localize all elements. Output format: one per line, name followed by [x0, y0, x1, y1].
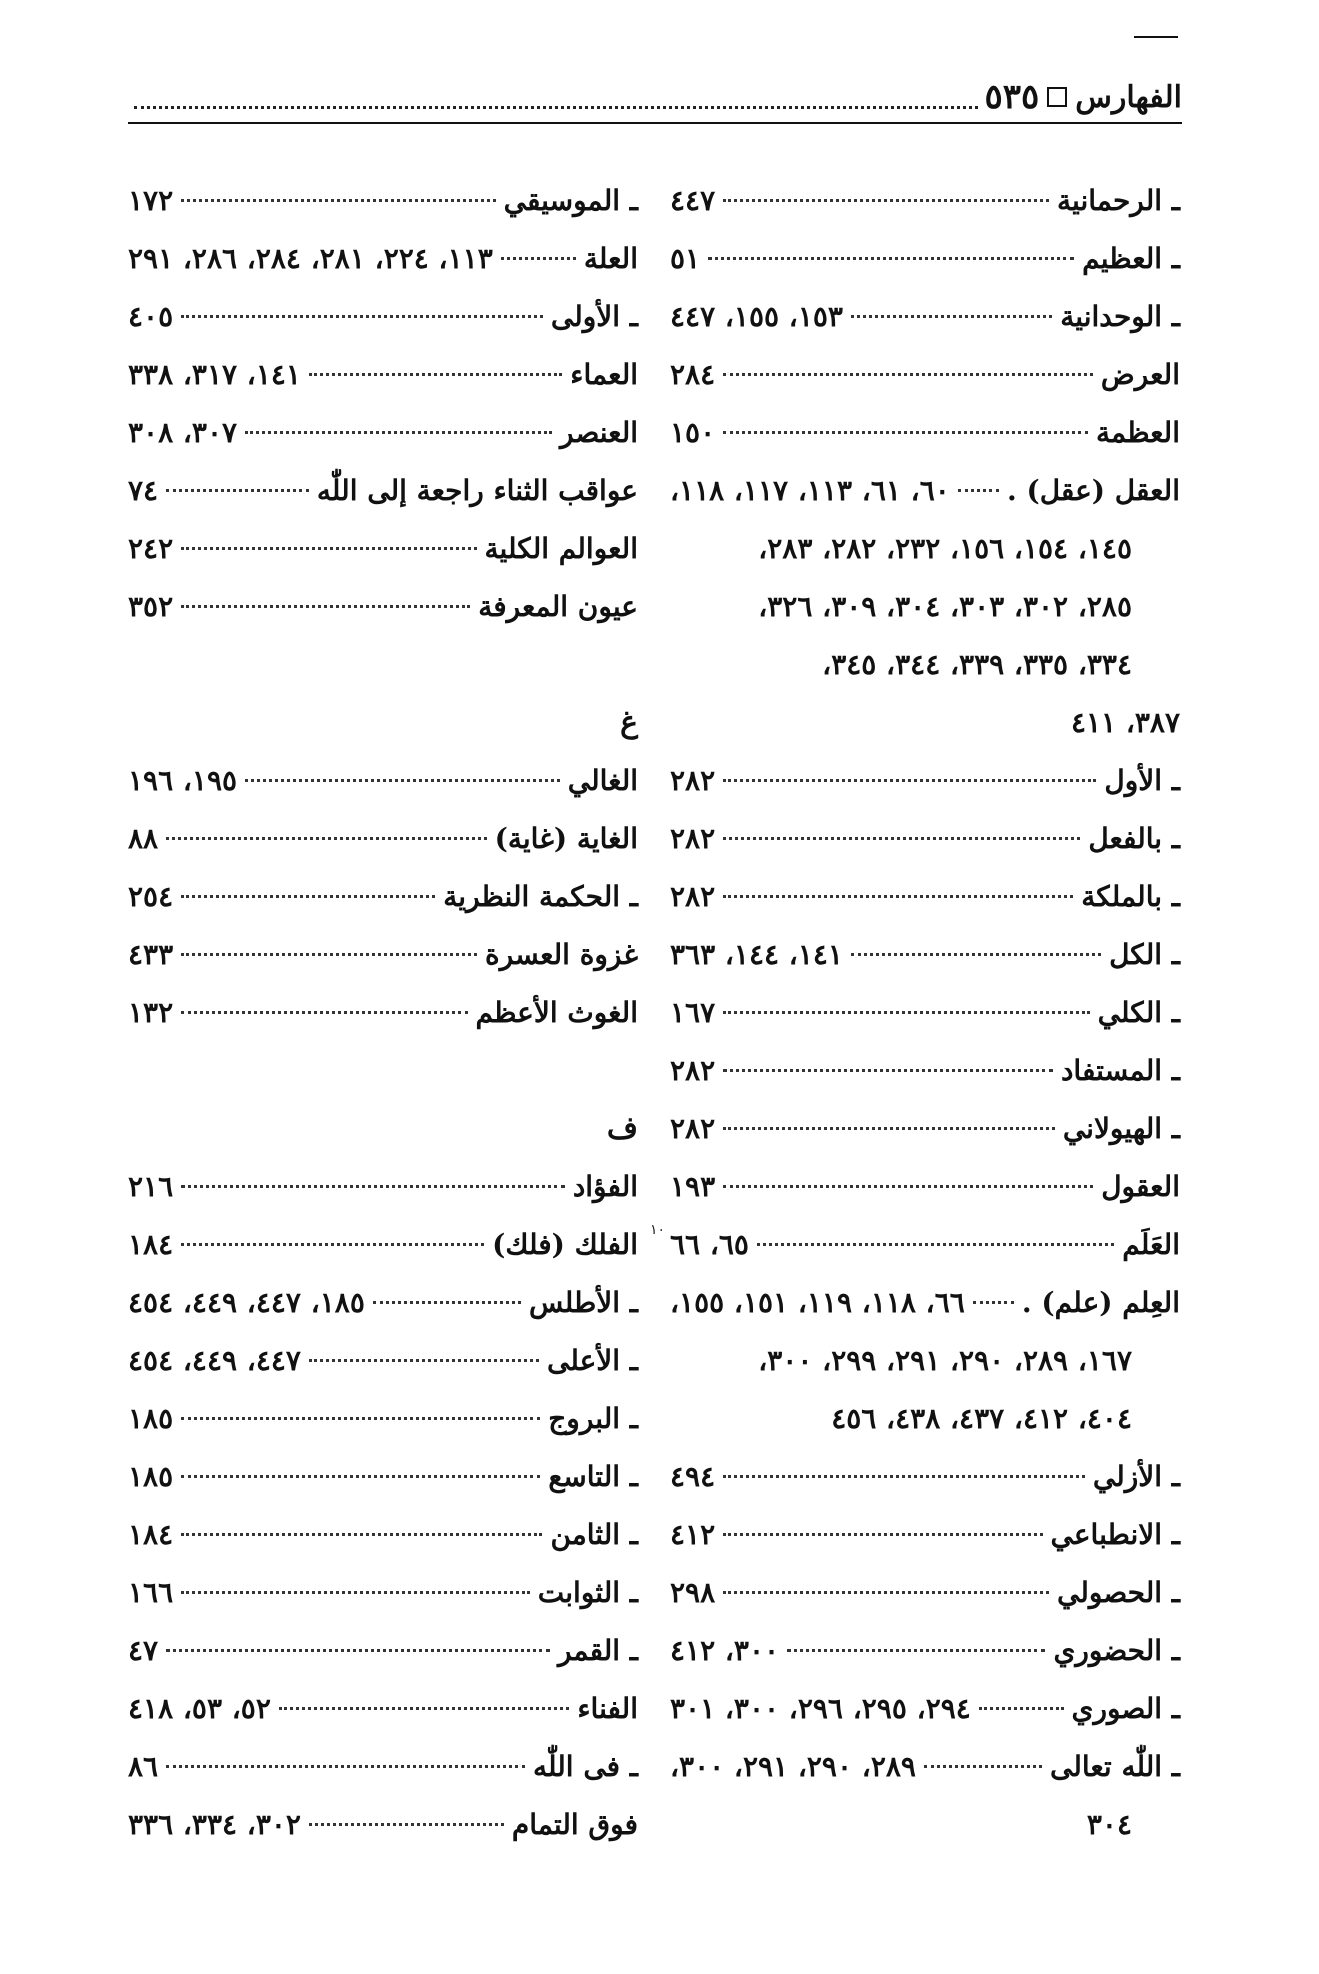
page-references: ٢٨٢ — [670, 1054, 716, 1087]
index-term: العوالم الكلية — [484, 532, 638, 565]
index-term: ـ الأولى — [550, 300, 638, 333]
dot-leader — [166, 1765, 525, 1768]
page-references: ٢٨٩، ٢٩٠، ٢٩١، ٣٠٠، — [670, 1750, 916, 1783]
index-entry — [128, 926, 638, 984]
page-number: ٥٣٥ — [984, 77, 1040, 117]
index-term: ـ الرحمانية — [1057, 184, 1180, 217]
index-entry — [128, 520, 638, 578]
page-references: ٤٠٥ — [128, 300, 174, 333]
index-term: ـ المستفاد — [1060, 1054, 1180, 1087]
dot-leader — [851, 315, 1052, 318]
dot-leader — [181, 1591, 530, 1594]
dot-leader — [723, 1069, 1053, 1072]
dot-leader — [181, 1185, 565, 1188]
index-term: العظمة — [1096, 416, 1180, 449]
index-entry — [128, 868, 638, 926]
index-entry — [670, 346, 1180, 404]
page-references: ٧٤ — [128, 474, 159, 507]
index-entry — [128, 1158, 638, 1216]
page-references: ٢٨٢ — [670, 822, 716, 855]
running-header — [128, 72, 1182, 124]
index-entry — [128, 1738, 638, 1796]
dot-leader — [309, 1359, 539, 1362]
index-entry — [128, 810, 638, 868]
page-references: ٦٦، ١١٨، ١١٩، ١٥١، ١٥٥، — [670, 1286, 965, 1319]
index-entry — [128, 346, 638, 404]
page-references: ١٩٣ — [670, 1170, 716, 1203]
page-references: ٥١ — [670, 242, 701, 275]
index-term: ـ الوحدانية — [1060, 300, 1180, 333]
dot-leader — [723, 1127, 1055, 1130]
index-term: ـ الأطلس — [529, 1286, 638, 1319]
line-number-marker: ١٠ — [650, 1222, 666, 1238]
index-entry — [670, 462, 1180, 520]
page-references: ٢٤٢ — [128, 532, 174, 565]
page-references: ١٧٢ — [128, 184, 174, 217]
dot-leader — [181, 1243, 484, 1246]
index-term: العرض — [1100, 358, 1180, 391]
dot-leader — [979, 1707, 1064, 1710]
page-references: ٦٥، ٦٦ — [670, 1228, 749, 1261]
index-term: فوق التمام — [511, 1808, 638, 1841]
index-column-left — [128, 172, 638, 1854]
page-references-continued: ١٦٧، ٢٨٩، ٢٩٠، ٢٩١، ٢٩٩، ٣٠٠، — [758, 1344, 1132, 1377]
header-dot-leader — [134, 106, 978, 109]
index-term: ـ بالفعل — [1088, 822, 1180, 855]
index-entry — [670, 810, 1180, 868]
index-term: ـ الحكمة النظرية — [443, 880, 638, 913]
index-term: ـ الكلي — [1097, 996, 1180, 1029]
dot-leader — [245, 431, 552, 434]
index-term: العَلَم — [1122, 1228, 1180, 1261]
index-entry — [670, 752, 1180, 810]
dot-leader — [723, 373, 1093, 376]
page-references: ١٤١، ١٤٤، ٣٦٣ — [670, 938, 843, 971]
dot-leader — [723, 1591, 1049, 1594]
index-term: ـ الهيولاني — [1062, 1112, 1180, 1145]
page-references: ٨٨ — [128, 822, 159, 855]
dot-leader — [787, 1649, 1045, 1652]
page-references: ١٨٤ — [128, 1518, 174, 1551]
index-entry — [128, 172, 638, 230]
page-references: ٣٠٢، ٣٣٤، ٣٣٦ — [128, 1808, 301, 1841]
index-term: الغالي — [567, 764, 638, 797]
dot-leader — [723, 1185, 1093, 1188]
index-entry — [670, 1738, 1180, 1796]
index-term: ـ الأعلى — [546, 1344, 638, 1377]
dot-leader — [181, 1011, 467, 1014]
page-references: ١٤١، ٣١٧، ٣٣٨ — [128, 358, 301, 391]
section-letter-heading: غ — [620, 705, 638, 740]
dot-leader — [181, 605, 470, 608]
page-references: ٦٠، ٦١، ١١٣، ١١٧، ١١٨، — [670, 474, 950, 507]
index-term: ـ اللّٰه تعالى — [1050, 1750, 1180, 1783]
index-term: الفلك (فلك) — [492, 1228, 638, 1261]
dot-leader — [166, 837, 487, 840]
index-term: الفؤاد — [572, 1170, 638, 1203]
index-entry — [670, 1564, 1180, 1622]
page-references: ١٦٧ — [670, 996, 716, 1029]
index-term: العقول — [1101, 1170, 1180, 1203]
dot-leader — [181, 895, 435, 898]
index-term: ـ العظيم — [1082, 242, 1180, 275]
section-title: الفهارس — [1075, 79, 1182, 115]
dot-leader — [958, 489, 999, 492]
index-entry — [128, 1622, 638, 1680]
index-entry — [128, 1390, 638, 1448]
index-term: العِلم (علم) . — [1021, 1286, 1180, 1319]
page-references-continued: ١٤٥، ١٥٤، ١٥٦، ٢٣٢، ٢٨٢، ٢٨٣، — [758, 532, 1132, 565]
page-references: ٤٣٣ — [128, 938, 174, 971]
index-entry — [670, 288, 1180, 346]
index-entry — [670, 404, 1180, 462]
page-references-continued: ٤٠٤، ٤١٢، ٤٣٧، ٤٣٨، ٤٥٦ — [831, 1402, 1132, 1435]
dot-leader — [723, 1011, 1090, 1014]
dot-leader — [723, 1533, 1042, 1536]
page-references: ١٨٥ — [128, 1460, 174, 1493]
dot-leader — [723, 431, 1088, 434]
index-entry — [670, 1274, 1180, 1332]
page-references: ١٨٥ — [128, 1402, 174, 1435]
index-term: ـ الصوري — [1071, 1692, 1180, 1725]
index-entry — [670, 984, 1180, 1042]
index-term: العقل (عقل) . — [1006, 474, 1180, 507]
dot-leader — [757, 1243, 1114, 1246]
dot-leader — [181, 315, 543, 318]
index-entry — [670, 1158, 1180, 1216]
index-entry — [128, 230, 638, 288]
dot-leader — [723, 895, 1073, 898]
page-references: ١٣٢ — [128, 996, 174, 1029]
index-term: عيون المعرفة — [478, 590, 638, 623]
index-term: العماء — [570, 358, 638, 391]
dot-leader — [181, 1475, 540, 1478]
page-references: ٤٩٤ — [670, 1460, 716, 1493]
dot-leader — [166, 1649, 550, 1652]
index-entry — [128, 1564, 638, 1622]
page-references: ١١٣، ٢٢٤، ٢٨١، ٢٨٤، ٢٨٦، ٢٩١ — [128, 242, 493, 275]
blank-line — [128, 636, 638, 694]
dot-leader — [708, 257, 1074, 260]
index-entry — [670, 1448, 1180, 1506]
page-references: ٢٥٤ — [128, 880, 174, 913]
index-entry — [128, 1216, 638, 1274]
index-entry — [670, 1042, 1180, 1100]
dot-leader — [973, 1301, 1014, 1304]
index-term: ـ القمر — [557, 1634, 638, 1667]
index-entry — [670, 926, 1180, 984]
top-rule-mark — [1134, 36, 1178, 38]
dot-leader — [501, 257, 576, 260]
page-references: ٤٧ — [128, 1634, 159, 1667]
blank-line — [128, 1042, 638, 1100]
page-references: ٢٩٤، ٢٩٥، ٢٩٦، ٣٠٠، ٣٠١ — [670, 1692, 971, 1725]
dot-leader — [723, 199, 1049, 202]
page-references: ٢٨٤ — [670, 358, 716, 391]
index-entry — [128, 1506, 638, 1564]
page-references: ١٨٥، ٤٤٧، ٤٤٩، ٤٥٤ — [128, 1286, 365, 1319]
page-references: ٤٤٧، ٤٤٩، ٤٥٤ — [128, 1344, 301, 1377]
index-entry — [128, 404, 638, 462]
page-references: ٥٢، ٥٣، ٤١٨ — [128, 1692, 271, 1725]
index-term: ـ بالملكة — [1081, 880, 1180, 913]
page-references: ١٥٠ — [670, 416, 716, 449]
dot-leader — [181, 953, 477, 956]
dot-leader — [166, 489, 309, 492]
index-term: ـ الأزلي — [1092, 1460, 1180, 1493]
index-entry — [670, 1680, 1180, 1738]
square-ornament-icon — [1047, 87, 1067, 107]
index-entry — [670, 1506, 1180, 1564]
dot-leader — [373, 1301, 521, 1304]
page-references: ٣٠٧، ٣٠٨ — [128, 416, 238, 449]
index-term: ـ البروج — [548, 1402, 638, 1435]
dot-leader — [851, 953, 1101, 956]
index-term: ـ التاسع — [548, 1460, 638, 1493]
page-references: ١٦٦ — [128, 1576, 174, 1609]
index-term: الغاية (غاية) — [494, 822, 638, 855]
index-term: ـ الموسيقي — [503, 184, 638, 217]
dot-leader — [181, 1533, 542, 1536]
index-term: ـ فى اللّٰه — [532, 1750, 638, 1783]
section-letter-heading: ف — [606, 1111, 638, 1146]
index-term: ـ الحصولي — [1057, 1576, 1180, 1609]
index-entry — [128, 462, 638, 520]
index-entry — [670, 1100, 1180, 1158]
dot-leader — [723, 837, 1080, 840]
index-entry — [128, 1274, 638, 1332]
index-entry — [670, 230, 1180, 288]
index-entry — [670, 1622, 1180, 1680]
dot-leader — [181, 1417, 540, 1420]
index-term: ـ الانطباعي — [1050, 1518, 1180, 1551]
index-entry — [128, 288, 638, 346]
index-entry — [128, 1680, 638, 1738]
dot-leader — [723, 1475, 1085, 1478]
index-term: العنصر — [560, 416, 638, 449]
index-entry — [670, 1216, 1180, 1274]
page-references: ٢٨٢ — [670, 764, 716, 797]
dot-leader — [309, 1823, 504, 1826]
dot-leader — [181, 199, 496, 202]
page-references-continued: ٢٨٥، ٣٠٢، ٣٠٣، ٣٠٤، ٣٠٩، ٣٢٦، — [758, 590, 1132, 623]
page-references: ٢١٦ — [128, 1170, 174, 1203]
page-references: ٣٠٠، ٤١٢ — [670, 1634, 780, 1667]
page-references: ٤٤٧ — [670, 184, 716, 217]
index-term: الغوث الأعظم — [475, 996, 638, 1029]
index-column-right — [670, 172, 1180, 1854]
index-term: عواقب الثناء راجعة إلى اللّٰه — [316, 474, 638, 507]
page-references: ١٩٥، ١٩٦ — [128, 764, 238, 797]
page-references: ١٨٤ — [128, 1228, 174, 1261]
dot-leader — [309, 373, 562, 376]
index-entry — [670, 868, 1180, 926]
page-references: ٨٦ — [128, 1750, 159, 1783]
index-term: ـ الثوابت — [537, 1576, 638, 1609]
index-term: ـ الحضوري — [1053, 1634, 1180, 1667]
dot-leader — [181, 547, 476, 550]
index-entry — [128, 752, 638, 810]
page-references: ٢٨٢ — [670, 880, 716, 913]
page-references: ٢٨٢ — [670, 1112, 716, 1145]
dot-leader — [245, 779, 560, 782]
index-term: ـ الأول — [1104, 764, 1180, 797]
page-references-continued: ٣٣٤، ٣٣٥، ٣٣٩، ٣٤٤، ٣٤٥، — [822, 648, 1132, 681]
index-term: ـ الثامن — [550, 1518, 638, 1551]
index-term: غزوة العسرة — [485, 938, 638, 971]
page-references: ٤١٢ — [670, 1518, 716, 1551]
index-entry — [128, 1332, 638, 1390]
index-term: ـ الكل — [1109, 938, 1180, 971]
page-references-continued: ٣٠٤ — [1086, 1808, 1132, 1841]
index-entry — [128, 578, 638, 636]
index-entry — [128, 1448, 638, 1506]
page-references: ٢٩٨ — [670, 1576, 716, 1609]
page-references: ٣٥٢ — [128, 590, 174, 623]
index-term: العلة — [583, 242, 638, 275]
dot-leader — [279, 1707, 570, 1710]
dot-leader — [723, 779, 1096, 782]
dot-leader — [924, 1765, 1042, 1768]
index-entry — [128, 984, 638, 1042]
index-entry — [670, 172, 1180, 230]
index-entry — [128, 1796, 638, 1854]
page-references: ١٥٣، ١٥٥، ٤٤٧ — [670, 300, 843, 333]
page-references-continued: ٣٨٧، ٤١١ — [1070, 706, 1180, 739]
index-term: الفناء — [577, 1692, 638, 1725]
